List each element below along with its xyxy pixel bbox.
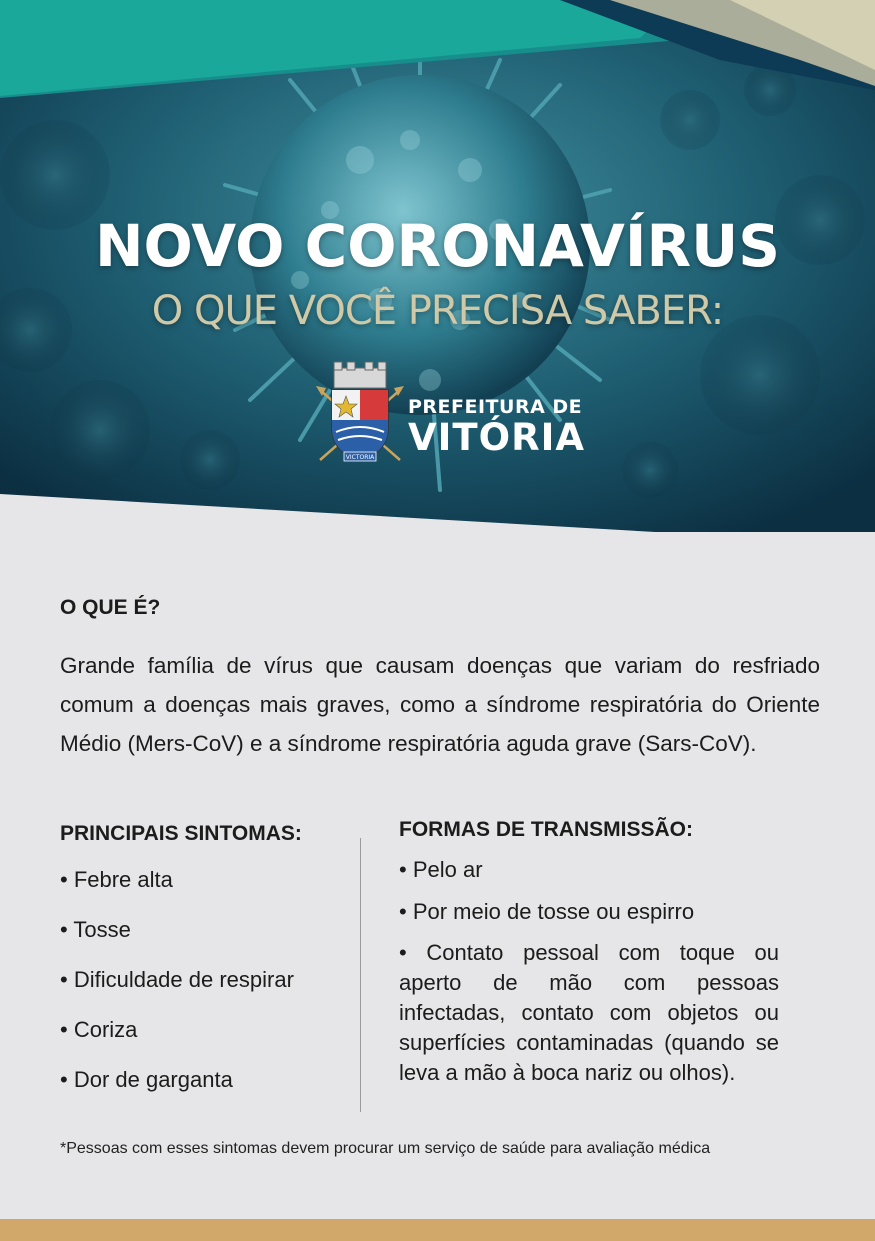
what-is-text: Grande família de vírus que causam doenças que variam do resfriado comum a doenças mais graves, como a síndrome respiratória do Oriente Médio (Mers-CoV) e a síndrome respiratória aguda grave (Sars-CoV). <box>60 653 820 756</box>
logo-line2: VITÓRIA <box>408 416 585 459</box>
city-crest-icon <box>316 360 404 470</box>
transmission-heading: FORMAS DE TRANSMISSÃO: <box>399 818 693 841</box>
symptoms-section <box>60 822 350 1118</box>
what-is-heading: O QUE É? <box>60 596 161 619</box>
list-item: • Dificuldade de respirar <box>60 967 294 992</box>
crest-label: VICTORIA <box>345 454 375 461</box>
list-item: • Febre alta <box>60 867 173 892</box>
bottom-bar <box>0 1219 875 1241</box>
list-item: • Por meio de tosse ou espirro <box>399 899 695 924</box>
list-item: • Contato pessoal com toque ou aperto de mão com pessoas infectadas, contato com objetos ou superfícies contaminadas (quando se leva a mão à boca nariz ou olhos). <box>399 940 779 1085</box>
footnote: *Pessoas com esses sintomas devem procurar um serviço de saúde para avaliação médica <box>60 1140 711 1157</box>
list-item: • Tosse <box>60 917 131 942</box>
column-divider <box>360 838 361 1112</box>
transmission-section <box>399 818 779 1106</box>
list-item: • Pelo ar <box>399 857 483 882</box>
logo-line1: PREFEITURA DE <box>408 396 583 418</box>
prefeitura-logo <box>408 396 585 459</box>
page-title: NOVO CORONAVÍRUS <box>95 212 780 280</box>
page-subtitle: O QUE VOCÊ PRECISA SABER: <box>151 288 724 334</box>
list-item: • Coriza <box>60 1017 138 1042</box>
list-item: • Dor de garganta <box>60 1067 233 1092</box>
symptoms-heading: PRINCIPAIS SINTOMAS: <box>60 822 302 845</box>
